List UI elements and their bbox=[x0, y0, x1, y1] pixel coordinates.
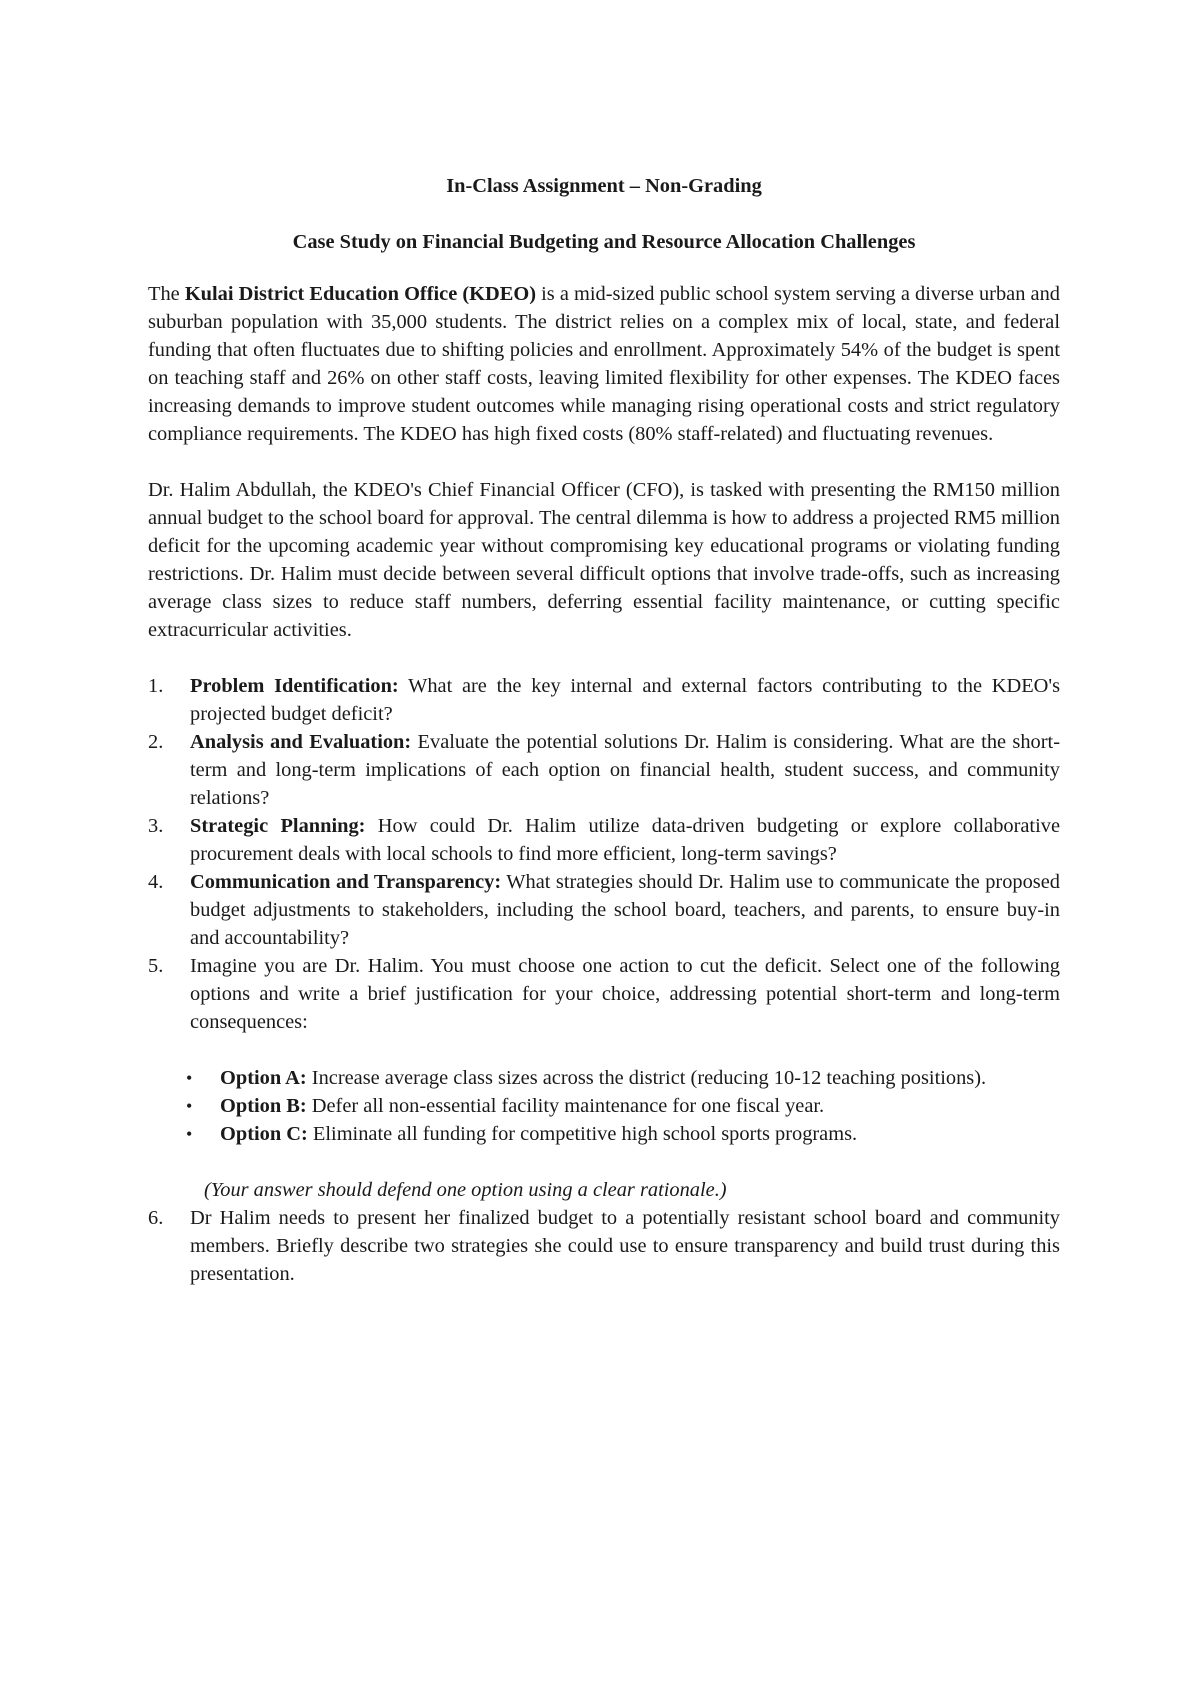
page-title: In-Class Assignment – Non-Grading bbox=[446, 175, 762, 197]
question-number: 4. bbox=[148, 871, 164, 893]
question-number: 1. bbox=[148, 675, 164, 697]
question-number: 2. bbox=[148, 731, 164, 753]
option-text: Defer all non-essential facility maintenance for one fiscal year. bbox=[306, 1095, 825, 1117]
answer-note: (Your answer should defend one option using a clear rationale.) bbox=[204, 1179, 727, 1201]
question-item bbox=[148, 1204, 1060, 1288]
question-label: Problem Identification: bbox=[190, 675, 399, 697]
option-text: Increase average class sizes across the district (reducing 10-12 teaching positions). bbox=[306, 1067, 987, 1089]
question-text: What are the key internal and external factors contributing to the KDEO's projected budget deficit? bbox=[190, 675, 1061, 725]
intro-paragraph bbox=[148, 280, 1060, 448]
question-item bbox=[148, 672, 1060, 728]
intro-body: is a mid-sized public school system serving a diverse urban and suburban population with 35,000 students. The district relies on a complex mix of local, state, and federal funding that often fluctuates due to shifting policies and enrollment. Approximately 54% of the budget is spent on teaching staff and 26% on other staff costs, leaving limited flexibility for other expenses. The KDEO faces increasing demands to improve student outcomes while managing rising operational costs and strict regulatory compliance requirements. The KDEO has high fixed costs (80% staff-related) and fluctuating revenues. bbox=[148, 283, 1060, 445]
question-number: 6. bbox=[148, 1207, 164, 1229]
question-text: Dr Halim needs to present her finalized budget to a potentially resistant school board and community members. Briefly describe two strategies she could use to ensure transparency and build trust during this presentation. bbox=[190, 1207, 1060, 1285]
question-label: Analysis and Evaluation: bbox=[190, 731, 412, 753]
question-item bbox=[148, 728, 1060, 812]
question-list bbox=[148, 672, 1060, 1036]
question-number: 3. bbox=[148, 815, 164, 837]
question-text: Evaluate the potential solutions Dr. Halim is considering. What are the short-term and long-term implications of each option on financial health, student success, and community relations? bbox=[190, 731, 1061, 809]
bullet-icon: • bbox=[186, 1068, 193, 1088]
question-number: 5. bbox=[148, 955, 164, 977]
question-text: Imagine you are Dr. Halim. You must choose one action to cut the deficit. Select one of the following options and write a brief justification for your choice, addressing potential short-term and long-term consequences: bbox=[190, 955, 1060, 1033]
document-page bbox=[148, 160, 1060, 1288]
question-text: What strategies should Dr. Halim use to communicate the proposed budget adjustments to stakeholders, including the school board, teachers, and parents, to ensure buy-in and accountability? bbox=[190, 871, 1060, 949]
bullet-icon: • bbox=[186, 1096, 193, 1116]
organization-name: Kulai District Education Office (KDEO) bbox=[184, 283, 537, 305]
question-label: Strategic Planning: bbox=[190, 815, 366, 837]
option-label: Option A: bbox=[220, 1067, 307, 1089]
question-item bbox=[148, 812, 1060, 868]
option-text: Eliminate all funding for competitive high school sports programs. bbox=[307, 1123, 858, 1145]
option-item bbox=[148, 1120, 1060, 1148]
option-label: Option C: bbox=[220, 1123, 308, 1145]
bullet-icon: • bbox=[186, 1124, 193, 1144]
question-list-continued bbox=[148, 1204, 1060, 1288]
case-study-subtitle: Case Study on Financial Budgeting and Resource Allocation Challenges bbox=[292, 231, 916, 253]
question-text: How could Dr. Halim utilize data-driven budgeting or explore collaborative procurement deals with local schools to find more efficient, long-term savings? bbox=[190, 815, 1061, 865]
context-paragraph: Dr. Halim Abdullah, the KDEO's Chief Financial Officer (CFO), is tasked with presenting the RM150 million annual budget to the school board for approval. The central dilemma is how to address a projected RM5 million deficit for the upcoming academic year without compromising key educational programs or violating funding restrictions. Dr. Halim must decide between several difficult options that involve trade-offs, such as increasing average class sizes to reduce staff numbers, deferring essential facility maintenance, or cutting specific extracurricular activities. bbox=[148, 479, 1060, 641]
question-item bbox=[148, 868, 1060, 952]
option-item bbox=[148, 1092, 1060, 1120]
question-item bbox=[148, 952, 1060, 1036]
question-label: Communication and Transparency: bbox=[190, 871, 502, 893]
option-item bbox=[148, 1064, 1060, 1092]
option-list bbox=[148, 1064, 1060, 1148]
option-label: Option B: bbox=[220, 1095, 307, 1117]
intro-lead: The bbox=[148, 283, 185, 305]
